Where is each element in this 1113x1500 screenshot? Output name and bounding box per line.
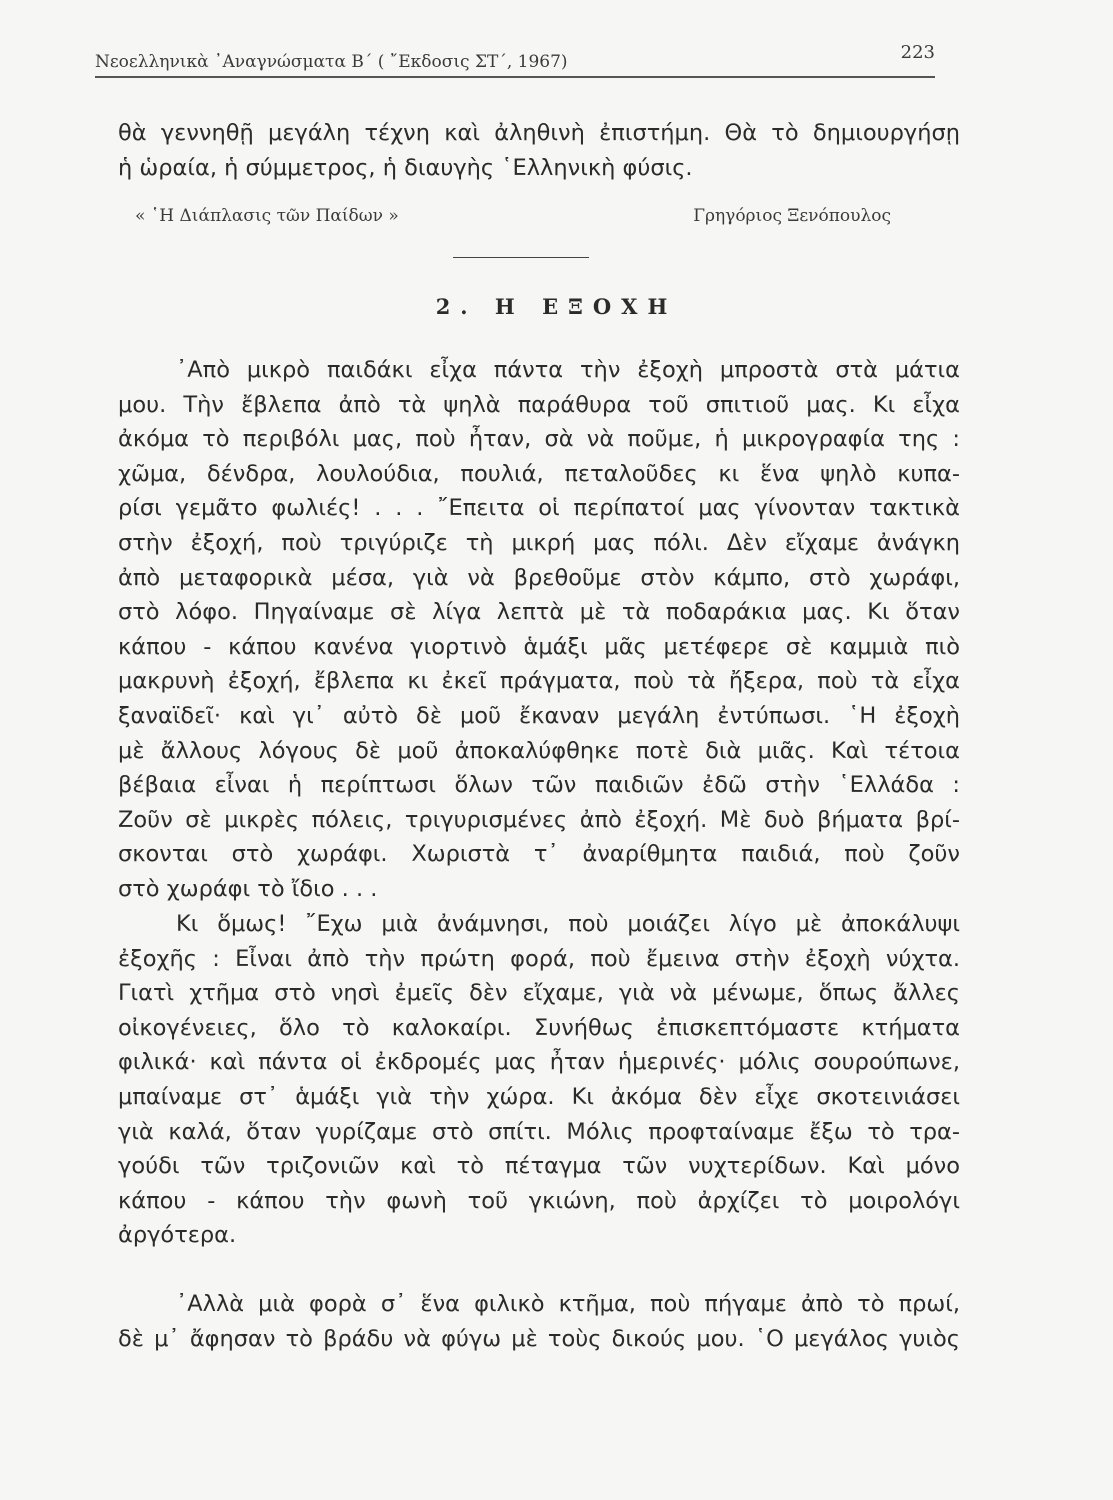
text-line: ξαναϊδεῖ· καὶ γι᾿ αὐτὸ δὲ μοῦ ἔκαναν μεγάλη ἐντύπωσι. ῾Η ἐξοχὴ: [118, 702, 960, 729]
text-line: κάπου - κάπου κανένα γιορτινὸ ἁμάξι μᾶς μετέφερε σὲ καμμιὰ πιὸ: [118, 633, 960, 660]
text-line: ἀπὸ μεταφορικὰ μέσα, γιὰ νὰ βρεθοῦμε στὸν κάμπο, στὸ χωράφι,: [118, 564, 960, 591]
paragraph-3: [118, 1287, 960, 1356]
attribution-source: « ῾Η Διάπλασις τῶν Παίδων »: [135, 206, 399, 226]
intro-paragraph: [118, 116, 960, 185]
text-line: γούδι τῶν τριζονιῶν καὶ τὸ πέταγμα τῶν νυχτερίδων. Καὶ μόνο: [118, 1153, 960, 1180]
text-line: ἀργότερα.: [118, 1222, 237, 1249]
text-line: σκονται στὸ χωράφι. Χωριστὰ τ᾿ ἀναρίθμητα παιδιά, ποὺ ζοῦν: [118, 841, 960, 868]
attribution: [135, 206, 891, 236]
running-title: Νεοελληνικὰ ᾿Αναγνώσματα Β΄ ( ῎Εκδοσις ΣΤ΄, 1967): [95, 52, 568, 72]
page-number: 223: [900, 42, 935, 63]
text-line: ἡ ὡραία, ἡ σύμμετρος, ἡ διαυγὴς ῾Ελληνικὴ φύσις.: [118, 154, 693, 181]
text-line: στὸ χωράφι τὸ ἴδιο . . .: [118, 875, 378, 902]
text-line: Κι ὅμως! ῎Εχω μιὰ ἀνάμνησι, ποὺ μοιάζει λίγο μὲ ἀποκάλυψι: [176, 911, 960, 937]
text-line: ρίσι γεμᾶτο φωλιές! . . . ῎Επειτα οἱ περίπατοί μας γίνονταν τακτικὰ: [118, 495, 960, 522]
text-line: κάπου - κάπου τὴν φωνὴ τοῦ γκιώνη, ποὺ ἀρχίζει τὸ μοιρολόγι: [118, 1187, 960, 1214]
text-line: μὲ ἄλλους λόγους δὲ μοῦ ἀποκαλύφθηκε ποτὲ διὰ μιᾶς. Καὶ τέτοια: [118, 737, 960, 764]
section-title: 2. Η ΕΞΟΧΗ: [435, 294, 678, 319]
text-line: ἀκόμα τὸ περιβόλι μας, ποὺ ἦταν, σὰ νὰ ποῦμε, ἡ μικρογραφία της :: [118, 426, 960, 453]
text-line: ἐξοχῆς : Εἶναι ἀπὸ τὴν πρώτη φορά, ποὺ ἔμεινα στὴν ἐξοχὴ νύχτα.: [118, 945, 960, 972]
text-line: μακρυνὴ ἐξοχή, ἔβλεπα κι ἐκεῖ πράγματα, ποὺ τὰ ἤξερα, ποὺ τὰ εἶχα: [118, 668, 960, 695]
text-line: ᾿Απὸ μικρὸ παιδάκι εἶχα πάντα τὴν ἐξοχὴ μπροστὰ στὰ μάτια: [176, 357, 960, 383]
text-line: δὲ μ᾿ ἄφησαν τὸ βράδυ νὰ φύγω μὲ τοὺς δικούς μου. ῾Ο μεγάλος γυιὸς: [118, 1325, 960, 1352]
text-line: μπαίναμε στ᾿ ἁμάξι γιὰ τὴν χώρα. Κι ἀκόμα δὲν εἶχε σκοτεινιάσει: [118, 1083, 960, 1110]
running-header: [95, 42, 935, 74]
text-line: φιλικά· καὶ πάντα οἱ ἐκδρομές μας ἦταν ἡμερινές· μόλις σουρούπωνε,: [118, 1049, 960, 1076]
paragraph-2: [118, 907, 960, 1253]
section-divider: [453, 257, 589, 258]
header-rule: [95, 76, 935, 78]
text-line: ᾿Αλλὰ μιὰ φορὰ σ᾿ ἕνα φιλικὸ κτῆμα, ποὺ πήγαμε ἀπὸ τὸ πρωί,: [176, 1291, 960, 1317]
text-line: μου. Τὴν ἔβλεπα ἀπὸ τὰ ψηλὰ παράθυρα τοῦ σπιτιοῦ μας. Κι εἶχα: [118, 391, 960, 418]
text-line: στὸ λόφο. Πηγαίναμε σὲ λίγα λεπτὰ μὲ τὰ ποδαράκια μας. Κι ὅταν: [118, 599, 960, 626]
text-line: θὰ γεννηθῇ μεγάλη τέχνη καὶ ἀληθινὴ ἐπιστήμη. Θὰ τὸ δημιουργήσῃ: [118, 120, 960, 146]
text-line: γιὰ καλά, ὅταν γυρίζαμε στὸ σπίτι. Μόλις προφταίναμε ἔξω τὸ τρα-: [118, 1118, 960, 1145]
text-line: Ζοῦν σὲ μικρὲς πόλεις, τριγυρισμένες ἀπὸ ἐξοχή. Μὲ δυὸ βήματα βρί-: [118, 806, 960, 833]
text-line: βέβαια εἶναι ἡ περίπτωσι ὅλων τῶν παιδιῶν ἐδῶ στὴν ῾Ελλάδα :: [118, 772, 960, 799]
attribution-author: Γρηγόριος Ξενόπουλος: [693, 206, 891, 226]
text-line: χῶμα, δένδρα, λουλούδια, πουλιά, πεταλοῦδες κι ἕνα ψηλὸ κυπα-: [118, 460, 960, 487]
text-line: στὴν ἐξοχή, ποὺ τριγύριζε τὴ μικρή μας πόλι. Δὲν εἴχαμε ἀνάγκη: [118, 529, 960, 556]
text-line: οἰκογένειες, ὅλο τὸ καλοκαίρι. Συνήθως ἐπισκεπτόμαστε κτήματα: [118, 1014, 960, 1041]
paragraph-1: [118, 353, 960, 907]
text-line: Γιατὶ χτῆμα στὸ νησὶ ἐμεῖς δὲν εἴχαμε, γιὰ νὰ μένωμε, ὅπως ἄλλες: [118, 980, 960, 1007]
